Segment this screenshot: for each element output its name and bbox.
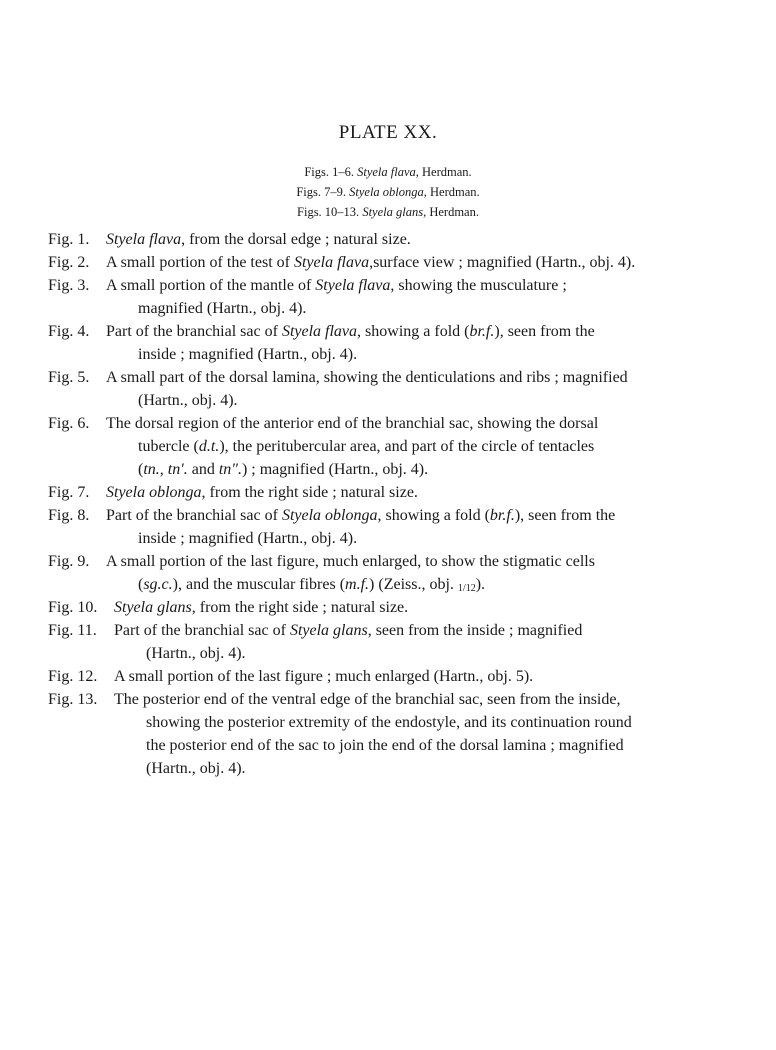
fraction: 1/12 <box>457 583 476 594</box>
figure-caption: Part of the branchial sac of Styela oblonga, showing a fold (br.f.), seen from the inside ; magnified (Hartn., obj. 4). <box>106 507 616 547</box>
figure-caption: Styela flava, from the dorsal edge ; natural size. <box>106 231 411 248</box>
figure-caption: The dorsal region of the anterior end of the branchial sac, showing the dorsal tubercle (d.t.), the peritubercular area, and part of the circle of tentacles (tn., tn′. and tn″.) ; magnified (Hartn., obj. 4). <box>106 415 599 478</box>
figure-caption: The posterior end of the ventral edge of the branchial sac, seen from the inside, showing the posterior extremity of the endostyle, and its continuation round the posterior end of the sac to join the end of the dorsal lamina ; magnified (Hartn., obj. 4). <box>114 691 632 777</box>
figure-entry <box>48 596 728 619</box>
figure-number: Fig. 3. <box>48 277 90 294</box>
figure-number: Fig. 1. <box>48 231 90 248</box>
figure-number: Fig. 8. <box>48 507 90 524</box>
figure-entry <box>48 274 728 320</box>
subheading-prefix: Figs. 7–9. <box>296 185 350 199</box>
figure-caption: Styela oblonga, from the right side ; natural size. <box>106 484 418 501</box>
figure-entry <box>48 228 728 251</box>
figure-entry <box>48 619 728 665</box>
figure-entry <box>48 665 728 688</box>
figure-entry <box>48 366 728 412</box>
plate-title: PLATE XX. <box>338 122 438 143</box>
figure-caption: A small portion of the test of Styela flava,surface view ; magnified (Hartn., obj. 4). <box>106 254 636 271</box>
figure-number: Fig. 6. <box>48 415 90 432</box>
figure-entry <box>48 251 728 274</box>
figure-entry <box>48 550 728 596</box>
subheading-suffix: , Herdman. <box>415 165 472 179</box>
figure-number: Fig. 7. <box>48 484 90 501</box>
figure-list <box>48 228 728 780</box>
subheading-suffix: , Herdman. <box>423 185 480 199</box>
figure-number: Fig. 11. <box>48 622 97 639</box>
subheading-line <box>0 202 776 222</box>
subheading-suffix: , Herdman. <box>423 205 479 219</box>
subheading-line <box>0 182 776 202</box>
figure-number: Fig. 10. <box>48 599 98 616</box>
subheading-species: Styela oblonga <box>349 185 424 199</box>
plate-subheadings <box>0 162 776 222</box>
subheading-species: Styela glans <box>362 205 424 219</box>
figure-caption: Styela glans, from the right side ; natural size. <box>114 599 409 616</box>
figure-number: Fig. 12. <box>48 668 98 685</box>
figure-caption: A small portion of the last figure, much enlarged, to show the stigmatic cells (sg.c.), and the muscular fibres (m.f.) (Zeiss., obj. 1/12). <box>106 553 595 594</box>
figure-entry <box>48 320 728 366</box>
figure-caption: A small portion of the last figure ; much enlarged (Hartn., obj. 5). <box>114 668 534 685</box>
subheading-line <box>0 162 776 182</box>
figure-number: Fig. 4. <box>48 323 90 340</box>
figure-number: Fig. 5. <box>48 369 90 386</box>
subheading-prefix: Figs. 1–6. <box>304 165 358 179</box>
figure-caption: Part of the branchial sac of Styela flava, showing a fold (br.f.), seen from the inside ; magnified (Hartn., obj. 4). <box>106 323 595 363</box>
figure-caption: A small part of the dorsal lamina, showing the denticulations and ribs ; magnified (Hartn., obj. 4). <box>106 369 628 409</box>
subheading-prefix: Figs. 10–13. <box>297 205 363 219</box>
figure-number: Fig. 9. <box>48 553 90 570</box>
figure-number: Fig. 13. <box>48 691 98 708</box>
figure-number: Fig. 2. <box>48 254 90 271</box>
subheading-species: Styela flava <box>357 165 416 179</box>
figure-caption: Part of the branchial sac of Styela glans, seen from the inside ; magnified (Hartn., obj. 4). <box>114 622 583 662</box>
figure-entry <box>48 412 728 481</box>
figure-caption: A small portion of the mantle of Styela flava, showing the musculature ; magnified (Hartn., obj. 4). <box>106 277 567 317</box>
figure-entry <box>48 504 728 550</box>
figure-entry <box>48 688 728 780</box>
figure-entry <box>48 481 728 504</box>
